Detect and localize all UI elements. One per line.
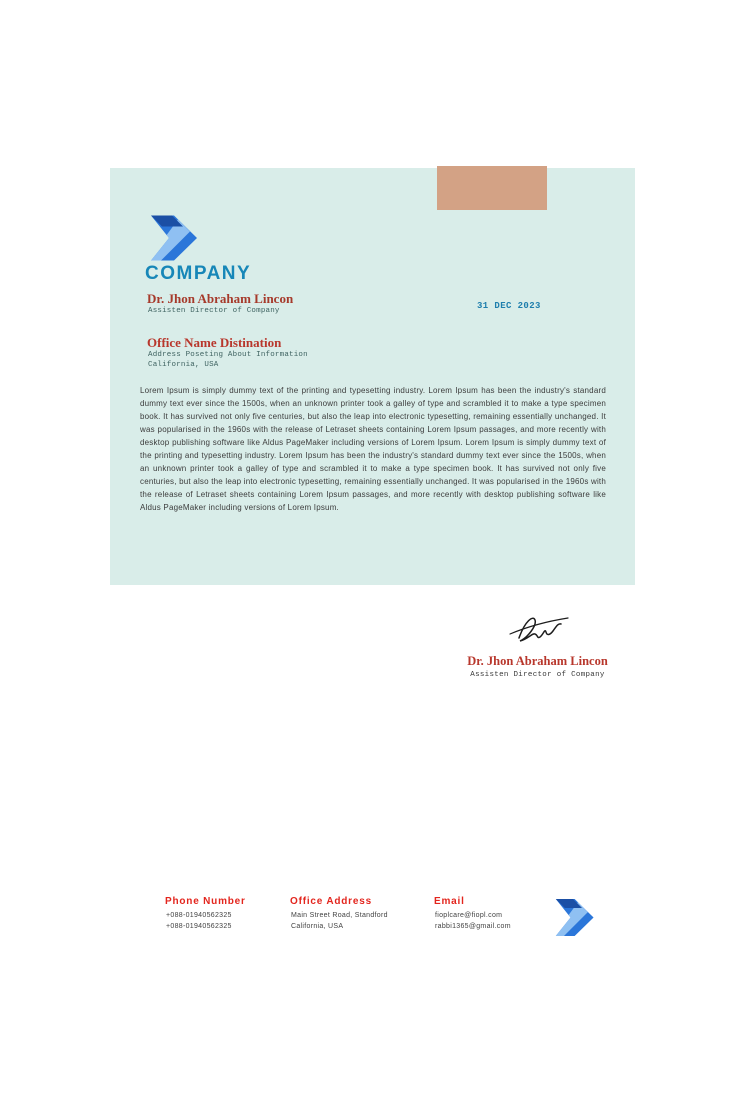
phone-line-1: +088-01940562325 — [166, 912, 232, 919]
footer-phone-heading: Phone Number — [165, 896, 246, 907]
email-line-2: rabbi1365@gmail.com — [435, 923, 511, 930]
address-line-1: Main Street Road, Standford — [291, 912, 388, 919]
footer-address-heading: Office Address — [290, 896, 372, 907]
footer-phone-lines — [166, 910, 232, 932]
signature-title: Assisten Director of Company — [470, 671, 605, 679]
sender-name: Dr. Jhon Abraham Lincon — [147, 291, 294, 306]
footer-email-lines — [435, 910, 511, 932]
footer-company-logo-icon — [552, 899, 594, 936]
recipient-address-line2: California, USA — [148, 361, 219, 369]
decor-block — [437, 166, 547, 210]
letter-body: Lorem Ipsum is simply dummy text of the printing and typesetting industry. Lorem Ipsum has been the industry's standard dummy text ever since the 1500s, when an unknown printer took a galley of type and scrambled it to make a type specimen book. It has survived not only five centuries, but also the leap into electronic typesetting, remaining essentially unchanged. It was popularised in the 1960s with the release of Letraset sheets containing Lorem Ipsum passages, and more recently with desktop publishing software like Aldus PageMaker including versions of Lorem Ipsum. Lorem Ipsum is simply dummy text of the printing and typesetting industry. Lorem Ipsum has been the industry's standard dummy text ever since the 1500s, when an unknown printer took a galley of type and scrambled it to make a type specimen book. It has survived not only five centuries, but also the leap into electronic typesetting, remaining essentially unchanged. It was popularised in the 1960s with the release of Letraset sheets containing Lorem Ipsum passages, and more recently with desktop publishing software like Aldus PageMaker including versions of Lorem Ipsum. — [140, 386, 606, 512]
signature-name: Dr. Jhon Abraham Lincon — [467, 654, 608, 668]
footer-email-heading: Email — [434, 896, 465, 907]
phone-line-2: +088-01940562325 — [166, 923, 232, 930]
recipient-address-line1: Address Poseting About Information — [148, 351, 308, 359]
signature-block — [440, 654, 635, 679]
footer-address-lines — [291, 910, 388, 932]
signature-icon — [503, 611, 575, 647]
address-line-2: California, USA — [291, 923, 344, 930]
letter-date: 31 DEC 2023 — [477, 301, 541, 311]
email-line-1: fioplcare@fiopl.com — [435, 912, 503, 919]
recipient-office-name: Office Name Distination — [147, 335, 282, 350]
company-logo-icon — [147, 215, 197, 261]
company-name: COMPANY — [145, 263, 252, 284]
sender-title: Assisten Director of Company — [148, 307, 280, 315]
